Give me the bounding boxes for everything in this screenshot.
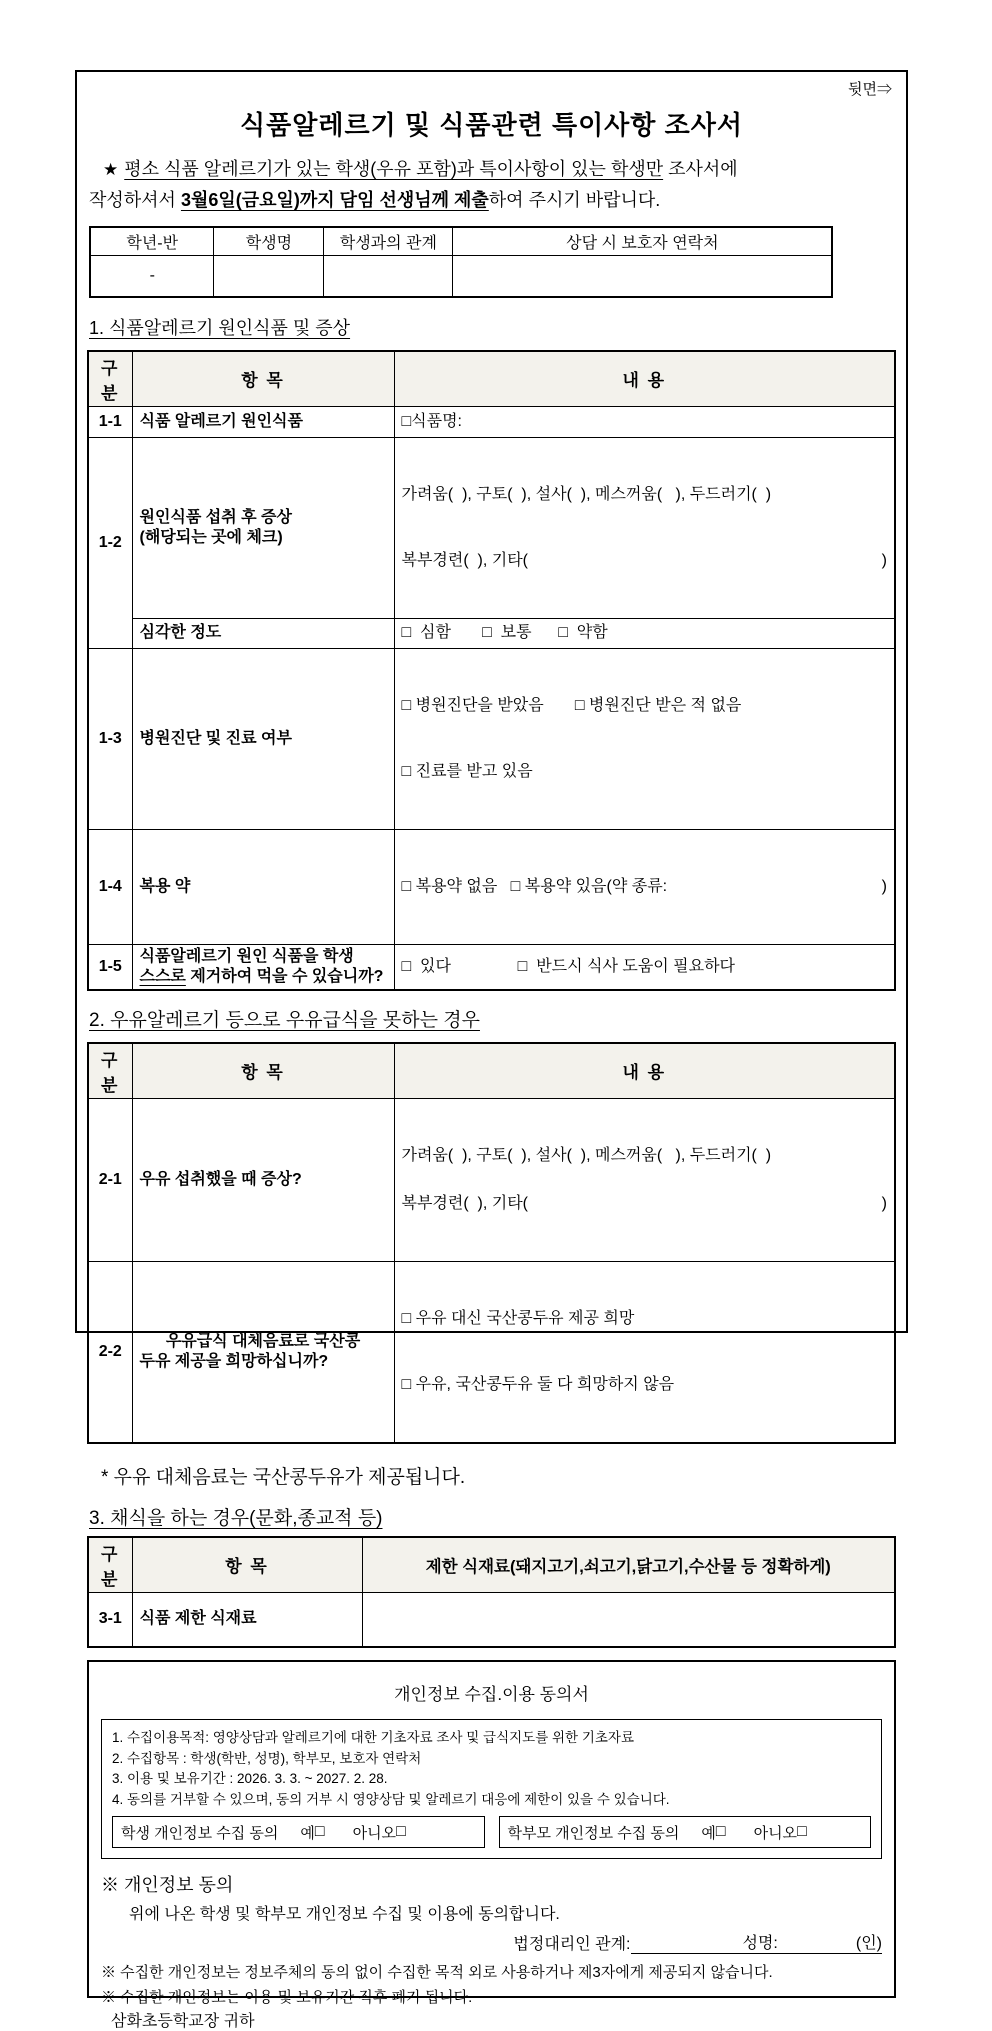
privacy-inner-box — [101, 1719, 882, 1859]
intro-line2-pre: 작성하셔서 — [89, 190, 181, 210]
section1-title: 1. 식품알레르기 원인식품 및 증상 — [89, 317, 351, 338]
intro-paragraph — [89, 154, 894, 216]
legal-rep-fill — [631, 1930, 882, 1954]
table1-header-row — [88, 351, 895, 407]
intro-line1-post: 조사서에 — [663, 159, 738, 179]
diagnosis-checkboxes[interactable] — [394, 648, 895, 829]
student-name-field[interactable] — [214, 256, 324, 297]
item-medication: 복용 약 — [132, 829, 394, 944]
symptoms-line1[interactable]: 가려움( ), 구토( ), 설사( ), 메스꺼움( ), 두드러기( ) — [401, 485, 772, 503]
table3-header-row — [88, 1537, 895, 1593]
student-consent-label: 학생 개인정보 수집 동의 — [121, 1824, 279, 1842]
table-row — [88, 1098, 895, 1261]
privacy-note-1: ※ 수집한 개인정보는 정보주체의 동의 없이 수집한 목적 외로 사용하거나 제3자에게 제공되지 않습니다. — [101, 1964, 773, 1981]
row-no-2-1: 2-1 — [88, 1098, 132, 1261]
item-restricted-foods: 식품 제한 식재료 — [132, 1592, 362, 1647]
allergy-table — [87, 350, 896, 991]
intro-underline-1: 평소 식품 알레르기가 있는 학생(우유 포함)과 특이사항이 있는 학생만 — [124, 159, 664, 179]
addressee: 삼화초등학교장 귀하 — [111, 2013, 255, 2030]
section3-title: 3. 채식을 하는 경우(문화,종교적 등) — [89, 1507, 383, 1529]
item-self-remove — [132, 944, 394, 990]
item-soymilk — [132, 1261, 394, 1443]
header-relation: 학생과의 관계 — [324, 227, 453, 256]
symptoms-line2[interactable] — [402, 550, 888, 572]
intro-line2-post: 하여 주시기 바랍니다. — [488, 190, 661, 210]
row-no-2-2: 2-2 — [88, 1261, 132, 1443]
col-header-category: 구분 — [88, 1043, 132, 1099]
col-header-content: 내 용 — [394, 1043, 895, 1099]
legal-representative-line — [101, 1930, 882, 1954]
agree-heading: ※ 개인정보 동의 — [101, 1875, 234, 1895]
row-no-3-1: 3-1 — [88, 1592, 132, 1647]
col-header-category: 구분 — [88, 351, 132, 407]
item-self-remove-line1: 식품알레르기 원인 식품을 학생 — [139, 947, 354, 965]
vegetarian-table — [87, 1536, 896, 1649]
header-grade-class: 학년-반 — [90, 227, 214, 256]
table-row — [88, 406, 895, 437]
row-no-1-3: 1-3 — [88, 648, 132, 829]
table-row — [88, 829, 895, 944]
medication-options[interactable]: □ 복용약 없음 □ 복용약 있음(약 종류: — [401, 877, 668, 895]
student-consent-box — [112, 1816, 485, 1848]
cause-food-input[interactable]: □식품명: — [394, 406, 895, 437]
parent-consent-box — [499, 1816, 872, 1848]
item-soymilk-line2: 두유 제공을 희망하십니까? — [139, 1352, 329, 1370]
milk-symptoms-line1[interactable]: 가려움( ), 구토( ), 설사( ), 메스꺼움( ), 두드러기( ) — [401, 1146, 772, 1164]
col-header-item: 항 목 — [132, 1043, 394, 1099]
item-milk-symptoms: 우유 섭취했을 때 증상? — [132, 1098, 394, 1261]
student-consent-yes-checkbox[interactable]: □ — [314, 1823, 325, 1840]
parent-consent-label: 학부모 개인정보 수집 동의 — [507, 1824, 680, 1842]
table-row — [88, 618, 895, 648]
info-header-row — [90, 227, 832, 256]
table-row — [88, 944, 895, 990]
col-header-item: 항 목 — [132, 351, 394, 407]
star-icon: ★ — [103, 160, 119, 179]
item-self-remove-underline: 스스로 — [139, 967, 186, 985]
table-row — [88, 648, 895, 829]
parent-consent-no-checkbox[interactable]: □ — [797, 1823, 807, 1840]
consent-row — [112, 1816, 871, 1848]
header-guardian-contact: 상담 시 보호자 연락처 — [453, 227, 832, 256]
diagnosis-line1[interactable]: □ 병원진단을 받았음 □ 병원진단 받은 적 없음 — [401, 696, 742, 714]
symptoms-checklist[interactable] — [394, 437, 895, 618]
item-self-remove-line2 — [140, 967, 387, 987]
milk-symptoms-line2-left[interactable]: 복부경련( ), 기타( — [401, 1194, 529, 1212]
row-no-1-5: 1-5 — [88, 944, 132, 990]
back-note: 뒷면⇒ — [848, 81, 892, 98]
agree-text: 위에 나온 학생 및 학부모 개인정보 수집 및 이용에 동의합니다. — [129, 1906, 560, 1923]
privacy-note-2: ※ 수집한 개인정보는 이용 및 보유기간 직후 폐기 됩니다. — [101, 1989, 473, 2006]
row-no-1-2: 1-2 — [88, 437, 132, 648]
student-consent-no-checkbox[interactable]: □ — [396, 1823, 406, 1840]
col-header-category: 구분 — [88, 1537, 132, 1593]
row-no-1-1: 1-1 — [88, 406, 132, 437]
severity-checkboxes[interactable]: □ 심함 □ 보통 □ 약함 — [394, 618, 895, 648]
item-diagnosis: 병원진단 및 진료 여부 — [132, 648, 394, 829]
col-header-content: 내 용 — [394, 351, 895, 407]
item-severity: 심각한 정도 — [132, 618, 394, 648]
privacy-item-2: 2. 수집항목 : 학생(학반, 성명), 학부모, 보호자 연락처 — [112, 1750, 422, 1766]
table-row — [88, 1592, 895, 1647]
info-value-row — [90, 256, 832, 297]
legal-rep-name-label: 성명: — [742, 1935, 778, 1952]
col-header-item: 항 목 — [132, 1537, 362, 1593]
student-consent-yes-label: 예 — [300, 1824, 315, 1842]
intro-deadline: 3월6일(금요일)까지 담임 선생님께 제출 — [180, 190, 489, 210]
seal-label: (인) — [855, 1935, 882, 1952]
privacy-title: 개인정보 수집.이용 동의서 — [394, 1685, 589, 1704]
privacy-consent-box — [87, 1660, 896, 2006]
table-row — [88, 437, 895, 618]
medication-checkboxes[interactable] — [394, 829, 895, 944]
student-consent-no-label: 아니오 — [352, 1824, 397, 1842]
item-soymilk-line1: 우유급식 대체음료로 국산콩 — [165, 1332, 361, 1350]
item-symptoms — [132, 437, 394, 618]
diagnosis-line2[interactable]: □ 진료를 받고 있음 — [401, 762, 533, 780]
legal-rep-relation-label: 법정대리인 관계: — [513, 1936, 631, 1953]
item-self-remove-rest: 제거하여 먹을 수 있습니까? — [185, 967, 384, 985]
milk-symptoms-line2-paren: ) — [881, 1194, 887, 1212]
milk-symptoms-line2[interactable] — [402, 1193, 888, 1215]
symptoms-line2-paren: ) — [881, 551, 887, 569]
soymilk-checkboxes[interactable] — [394, 1261, 895, 1443]
col-header-restricted-foods: 제한 식재료(돼지고기,쇠고기,닭고기,수산물 등 정확하게) — [362, 1537, 895, 1593]
milk-allergy-table — [87, 1042, 896, 1444]
header-student-name: 학생명 — [214, 227, 324, 256]
section2-title: 2. 우유알레르기 등으로 우유급식을 못하는 경우 — [89, 1009, 480, 1031]
milk-symptoms-checklist[interactable] — [394, 1098, 895, 1261]
restricted-foods-input[interactable] — [362, 1592, 895, 1647]
parent-consent-yes-label: 예 — [701, 1824, 716, 1842]
medication-paren: ) — [881, 877, 887, 895]
symptoms-line2-left[interactable]: 복부경련( ), 기타( — [401, 551, 529, 569]
grade-class-field[interactable]: - — [90, 256, 214, 297]
relation-field[interactable] — [324, 256, 453, 297]
row-no-1-4: 1-4 — [88, 829, 132, 944]
table-row — [88, 1261, 895, 1443]
page-title: 식품알레르기 및 식품관련 특이사항 조사서 — [240, 110, 743, 140]
guardian-contact-field[interactable] — [453, 256, 832, 297]
self-remove-checkboxes[interactable]: □ 있다 □ 반드시 식사 도움이 필요하다 — [394, 944, 895, 990]
parent-consent-yes-checkbox[interactable]: □ — [715, 1823, 726, 1840]
form-sheet — [75, 70, 908, 2030]
privacy-item-1: 1. 수집이용목적: 영양상담과 알레르기에 대한 기초자료 조사 및 급식지도를 위한 기초자료 — [112, 1730, 634, 1745]
privacy-item-4: 4. 동의를 거부할 수 있으며, 동의 거부 시 영양상담 및 알레르기 대응에 제한이 있을 수 있습니다. — [112, 1791, 670, 1807]
soymilk-option2[interactable]: □ 우유, 국산콩두유 둘 다 희망하지 않음 — [401, 1375, 675, 1393]
soymilk-option1[interactable]: □ 우유 대신 국산콩두유 제공 희망 — [401, 1309, 635, 1327]
privacy-item-3: 3. 이용 및 보유기간 : 2026. 3. 3. ~ 2027. 2. 28. — [112, 1771, 388, 1786]
parent-consent-no-label: 아니오 — [753, 1824, 798, 1842]
item-symptoms-line1: 원인식품 섭취 후 증상 — [139, 508, 292, 526]
student-info-table — [89, 226, 833, 298]
table2-header-row — [88, 1043, 895, 1099]
item-symptoms-line2: (해당되는 곳에 체크) — [139, 528, 283, 546]
item-cause-food: 식품 알레르기 원인식품 — [132, 406, 394, 437]
soymilk-note: * 우유 대체음료는 국산콩두유가 제공됩니다. — [101, 1466, 466, 1488]
